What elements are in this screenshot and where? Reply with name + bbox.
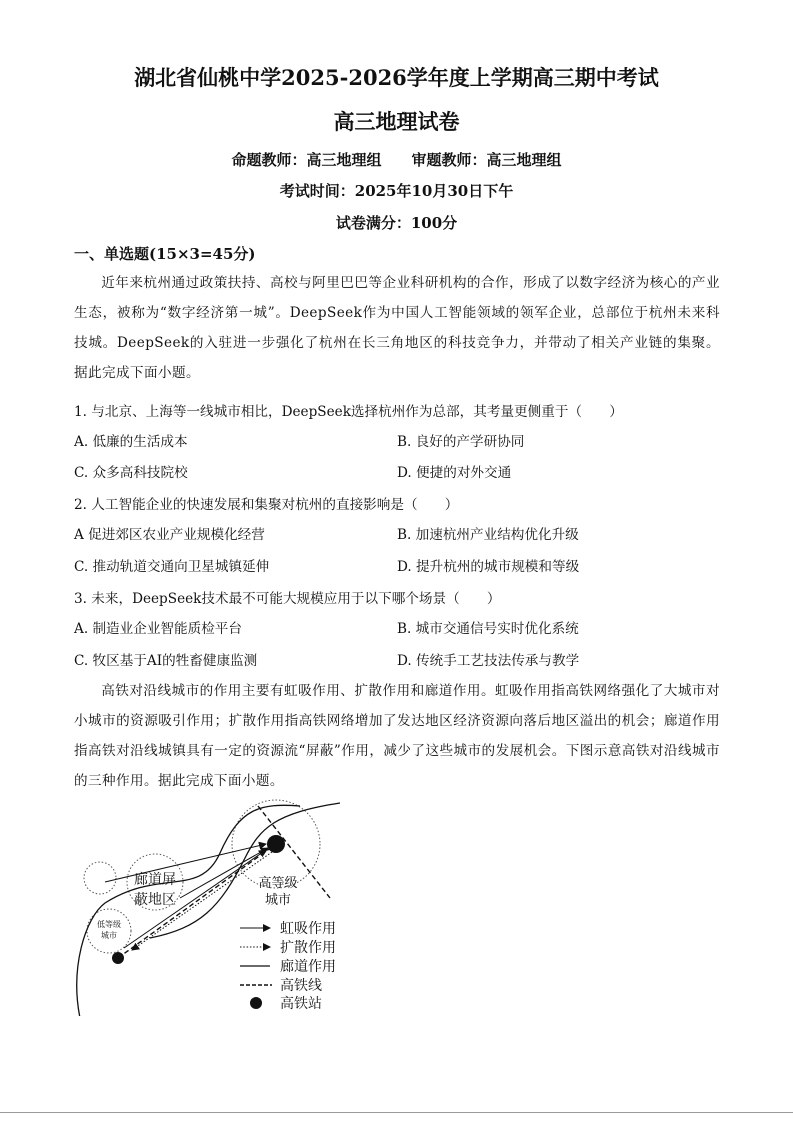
corridor-area-label-2: 蔽地区 (134, 892, 176, 908)
section-heading: 一、单选题(15×3=45分) (74, 245, 256, 263)
question-1-option-a: A. 低廉的生活成本 (74, 434, 188, 450)
question-3-option-c: C. 牧区基于AI的牲畜健康监测 (74, 653, 258, 669)
question-1-option-b: B. 良好的产学研协同 (397, 434, 525, 450)
corridor-area-label-1: 廊道屏 (134, 872, 176, 888)
question-3-option-b: B. 城市交通信号实时优化系统 (397, 621, 579, 637)
legend (240, 921, 336, 1012)
question-2-option-a: A 促进郊区农业产业规模化经营 (74, 527, 265, 543)
legend-station-symbol (250, 997, 262, 1009)
high-city-label-1: 高等级 (258, 876, 298, 891)
high-city-station (267, 835, 285, 853)
high-city-label-2: 城市 (264, 893, 292, 908)
passage-2: 高铁对沿线城市的作用主要有虹吸作用、扩散作用和廊道作用。虹吸作用指高铁网络强化了大城市对小城市的资源吸引作用；扩散作用指高铁网络增加了发达地区经济资源向落后地区溢出的机会；廊道作用指高铁对沿线城镇具有一定的资源流“屏蔽”作用，减少了这些城市的发展机会。下图示意高铁对沿线城市的三种作用。据此完成下面小题。 (74, 683, 720, 789)
exam-time: 考试时间：2025年10月30日下午 (279, 182, 514, 200)
low-city-label-2: 城市 (101, 931, 117, 940)
question-1-option-c: C. 众多高科技院校 (74, 465, 188, 481)
question-2-option-d: D. 提升杭州的城市规模和等级 (397, 559, 580, 575)
exam-authors: 命题教师：高三地理组 审题教师：高三地理组 (231, 151, 562, 169)
question-2-option-b: B. 加速杭州产业结构优化升级 (397, 527, 579, 543)
corridor-area-circle (84, 862, 116, 894)
passage-1: 近年来杭州通过政策扶持、高校与阿里巴巴等企业科研机构的合作，形成了以数字经济为核心的产业生态，被称为“数字经济第一城”。DeepSeek作为中国人工智能领域的领军企业，总部位于杭州未来科技城。DeepSeek的入驻进一步强化了杭州在长三角地区的科技竞争力，并带动了相关产业链的集聚。据此完成下面小题。 (74, 275, 720, 381)
page-bottom-rule (0, 1112, 793, 1113)
legend-corridor-label: 廊道作用 (280, 959, 336, 975)
siphon-arrow (180, 848, 268, 898)
exam-full-score: 试卷满分：100分 (335, 214, 458, 232)
question-2-option-c: C. 推动轨道交通向卫星城镇延伸 (74, 559, 270, 575)
question-3-stem: 3. 未来，DeepSeek技术最不可能大规模应用于以下哪个场景（ ） (74, 591, 501, 607)
question-2-stem: 2. 人工智能企业的快速发展和集聚对杭州的直接影响是（ ） (74, 497, 459, 513)
high-speed-rail-diagram (60, 798, 360, 1016)
question-1-option-d: D. 便捷的对外交通 (397, 465, 512, 481)
legend-railway-label: 高铁线 (280, 978, 322, 994)
exam-subtitle: 高三地理试卷 (333, 109, 460, 134)
exam-title: 湖北省仙桃中学2025-2026学年度上学期高三期中考试 (134, 65, 659, 90)
legend-station-label: 高铁站 (280, 996, 322, 1012)
question-1-stem: 1. 与北京、上海等一线城市相比，DeepSeek选择杭州作为总部，其考量更侧重于（ ） (74, 404, 623, 420)
legend-siphon-label: 虹吸作用 (280, 921, 336, 937)
question-3-option-a: A. 制造业企业智能质检平台 (74, 621, 242, 637)
question-3-option-d: D. 传统手工艺技法传承与教学 (397, 653, 580, 669)
legend-diffusion-label: 扩散作用 (280, 940, 336, 956)
low-city-station (112, 952, 124, 964)
low-city-label-1: 低等级 (97, 920, 121, 929)
